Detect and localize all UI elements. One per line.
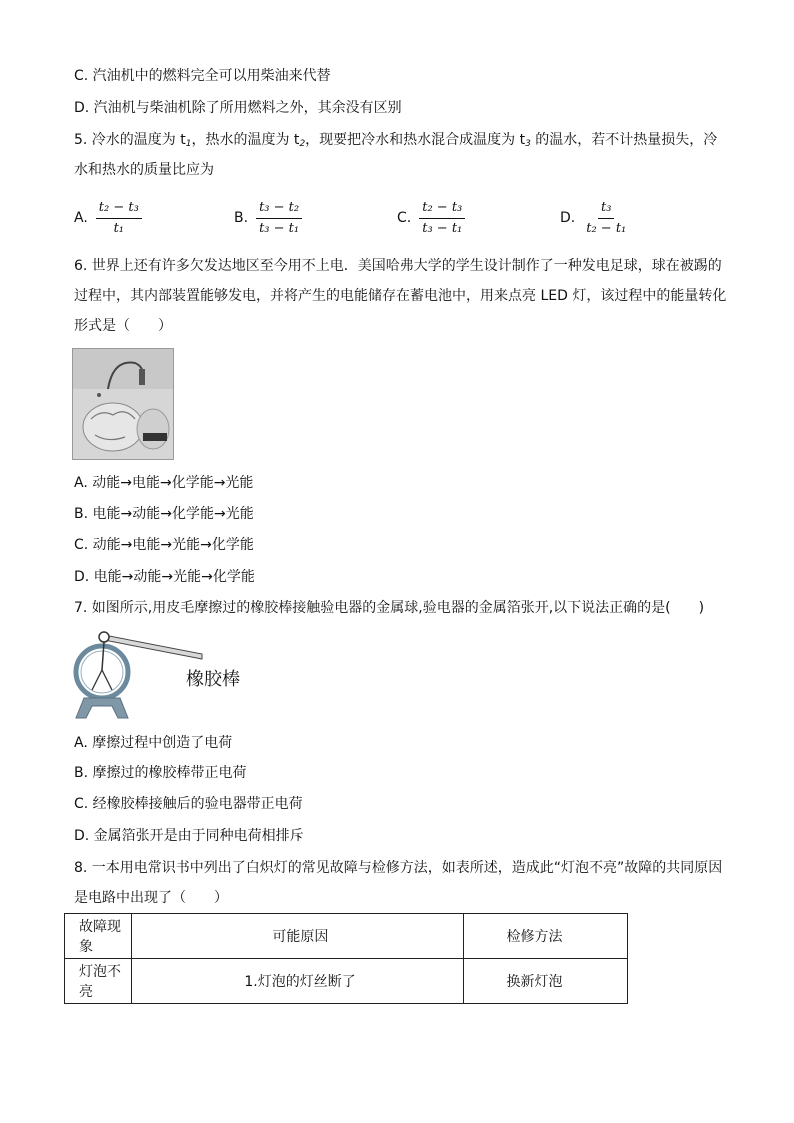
soccer-ball-image: [73, 349, 173, 459]
q6-stem-line3: 形式是（ ）: [74, 318, 172, 334]
q7-option-a: A. 摩擦过程中创造了电荷: [74, 735, 233, 751]
q7-stem: 7. 如图所示,用皮毛摩擦过的橡胶棒接触验电器的金属球,验电器的金属箔张开,以下说法正确的是( ): [74, 600, 705, 616]
table-cell: 1.灯泡的灯丝断了: [132, 959, 464, 1004]
q6-stem-line1: 6. 世界上还有许多欠发达地区至今用不上电．美国哈弗大学的学生设计制作了一种发电足球，球在被踢的: [74, 258, 722, 274]
q6-option-b: B. 电能→动能→化学能→光能: [74, 506, 254, 522]
metal-ball: [99, 632, 109, 642]
q5-option-c: C. $\frac{\text{t₂ − t₃}}{\text{t₃ − t₁}}$: [397, 196, 465, 240]
fraction: $\frac{\text{t₂ − t₃}}{\text{t₁}}$: [96, 200, 142, 237]
table-row: [65, 959, 628, 1004]
header-cell: 可能原因: [132, 914, 464, 959]
q5-option-a: A. $\frac{\text{t₂ − t₃}}{\text{t₁}}$: [74, 196, 142, 240]
table-cell: 灯泡不亮: [65, 959, 132, 1004]
fault-table: [64, 913, 628, 1004]
q5-options: [74, 196, 694, 240]
q6-option-d: D. 电能→动能→光能→化学能: [74, 569, 255, 585]
fraction: $\frac{\text{t₂ − t₃}}{\text{t₃ − t₁}}$: [419, 200, 465, 237]
q5-option-d: D. $\frac{\text{t₃}}{\text{t₂ − t₁}}$: [560, 196, 629, 240]
q6-option-a: A. 动能→电能→化学能→光能: [74, 475, 254, 491]
header-cell: 检修方法: [464, 914, 628, 959]
fraction: $\frac{\text{t₃}}{\text{t₂ − t₁}}$: [586, 199, 627, 236]
q4-option-d: D. 汽油机与柴油机除了所用燃料之外，其余没有区别: [74, 100, 402, 116]
q8-stem-line2: 是电路中出现了（ ）: [74, 890, 228, 906]
q7-option-b: B. 摩擦过的橡胶棒带正电荷: [74, 765, 247, 781]
q6-stem-line2: 过程中，其内部装置能够发电，并将产生的电能储存在蓄电池中，用来点亮 LED 灯，该过程中的能量转化: [74, 288, 727, 304]
q4-option-c: C. 汽油机中的燃料完全可以用柴油来代替: [74, 68, 331, 84]
q5-option-b: B. $\frac{\text{t₃ − t₂}}{\text{t₃ − t₁}}$: [234, 196, 302, 240]
soccer-ball-photo: [72, 348, 174, 460]
q7-option-d: D. 金属箔张开是由于同种电荷相排斥: [74, 828, 304, 844]
q8-stem-line1: 8. 一本用电常识书中列出了白炽灯的常见故障与检修方法，如表所述，造成此“灯泡不亮”故障的共同原因: [74, 860, 723, 876]
q5-stem-line2: 水和热水的质量比应为: [74, 162, 214, 178]
fraction: $\frac{\text{t₃ − t₂}}{\text{t₃ − t₁}}$: [256, 200, 302, 237]
header-cell: 故障现象: [65, 914, 132, 959]
q6-option-c: C. 动能→电能→光能→化学能: [74, 537, 254, 553]
table-header-row: [65, 914, 628, 959]
rubber-rod-label: 橡胶棒: [186, 669, 240, 690]
electroscope-base: [76, 698, 128, 718]
table-cell: 换新灯泡: [464, 959, 628, 1004]
q7-option-c: C. 经橡胶棒接触后的验电器带正电荷: [74, 796, 303, 812]
q5-stem-line1: 5. 冷水的温度为 $t_1$，热水的温度为 $t_2$，现要把冷水和热水混合成温度为 $t_3$ 的温水，若不计热量损失，冷: [74, 132, 718, 149]
